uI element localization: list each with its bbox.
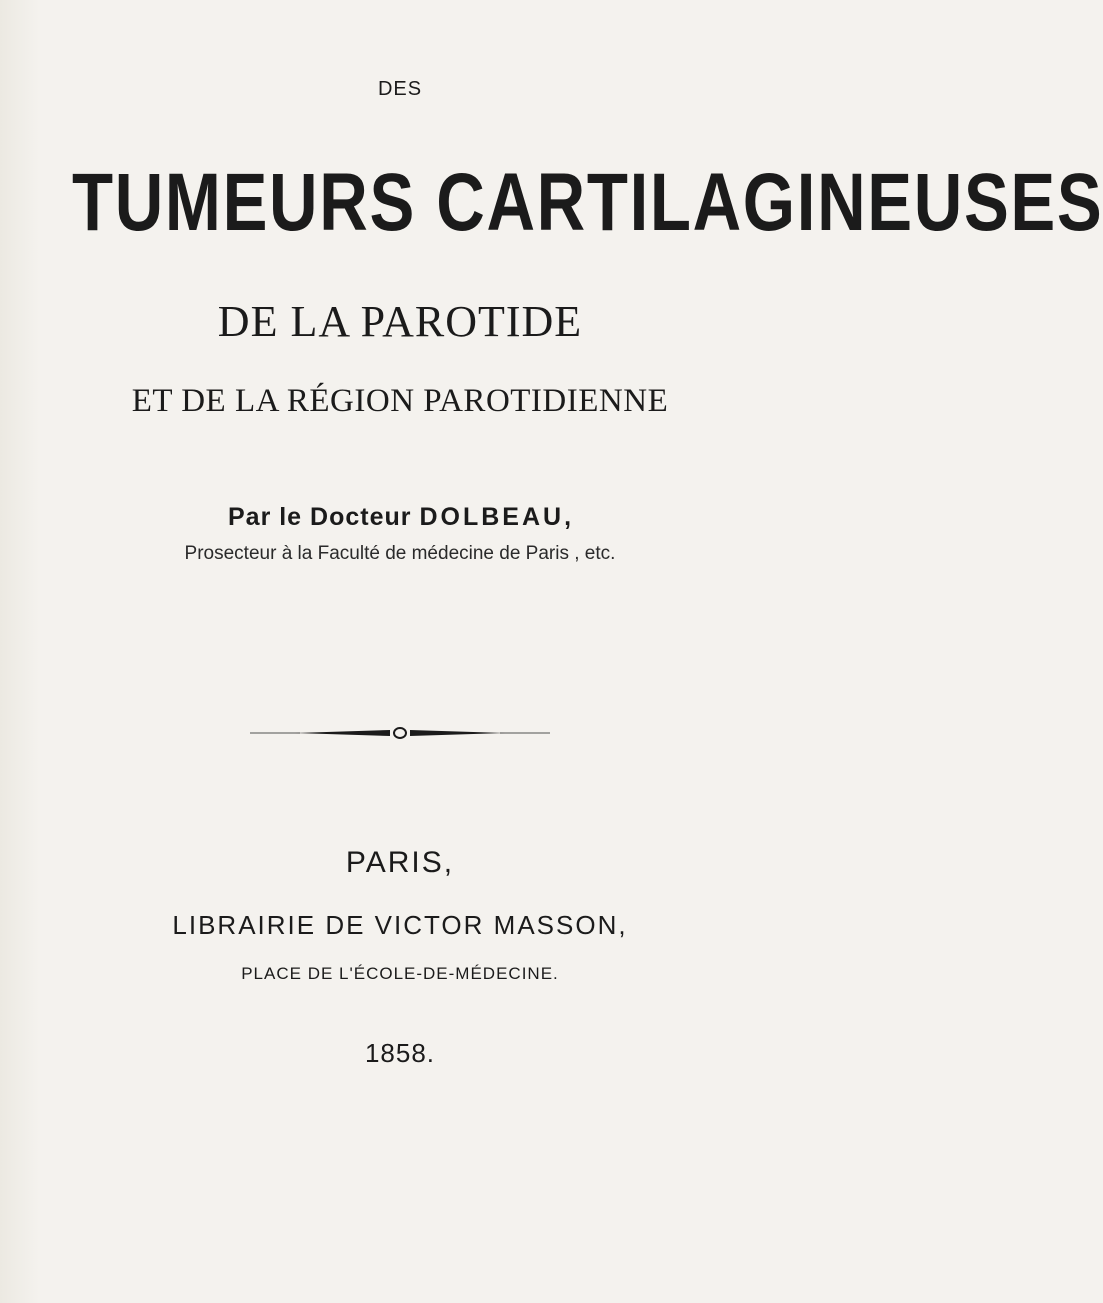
publication-year: 1858. [364, 1038, 436, 1068]
title-prefix: DES [377, 78, 423, 100]
author-role: Prosecteur à la Faculté de médecine de Paris , etc. [184, 543, 616, 564]
subtitle-line-1: DE LA PAROTIDE [217, 297, 583, 346]
publication-city: PARIS, [345, 846, 455, 879]
publisher-address: PLACE DE L'ÉCOLE-DE-MÉDECINE. [241, 964, 559, 983]
subtitle-line-2: ET DE LA RÉGION PAROTIDIENNE [131, 383, 669, 419]
publisher: LIBRAIRIE DE VICTOR MASSON, [172, 910, 628, 940]
double-taper-rule-ornament-icon [0, 725, 800, 741]
author-suffix: , [564, 503, 573, 531]
author-line [0, 503, 800, 532]
page-edge-shadow [0, 0, 40, 1303]
author-prefix: Par le Docteur [227, 503, 412, 531]
main-title: TUMEURS CARTILAGINEUSES [72, 157, 1103, 248]
author-name: DOLBEAU [419, 503, 565, 531]
